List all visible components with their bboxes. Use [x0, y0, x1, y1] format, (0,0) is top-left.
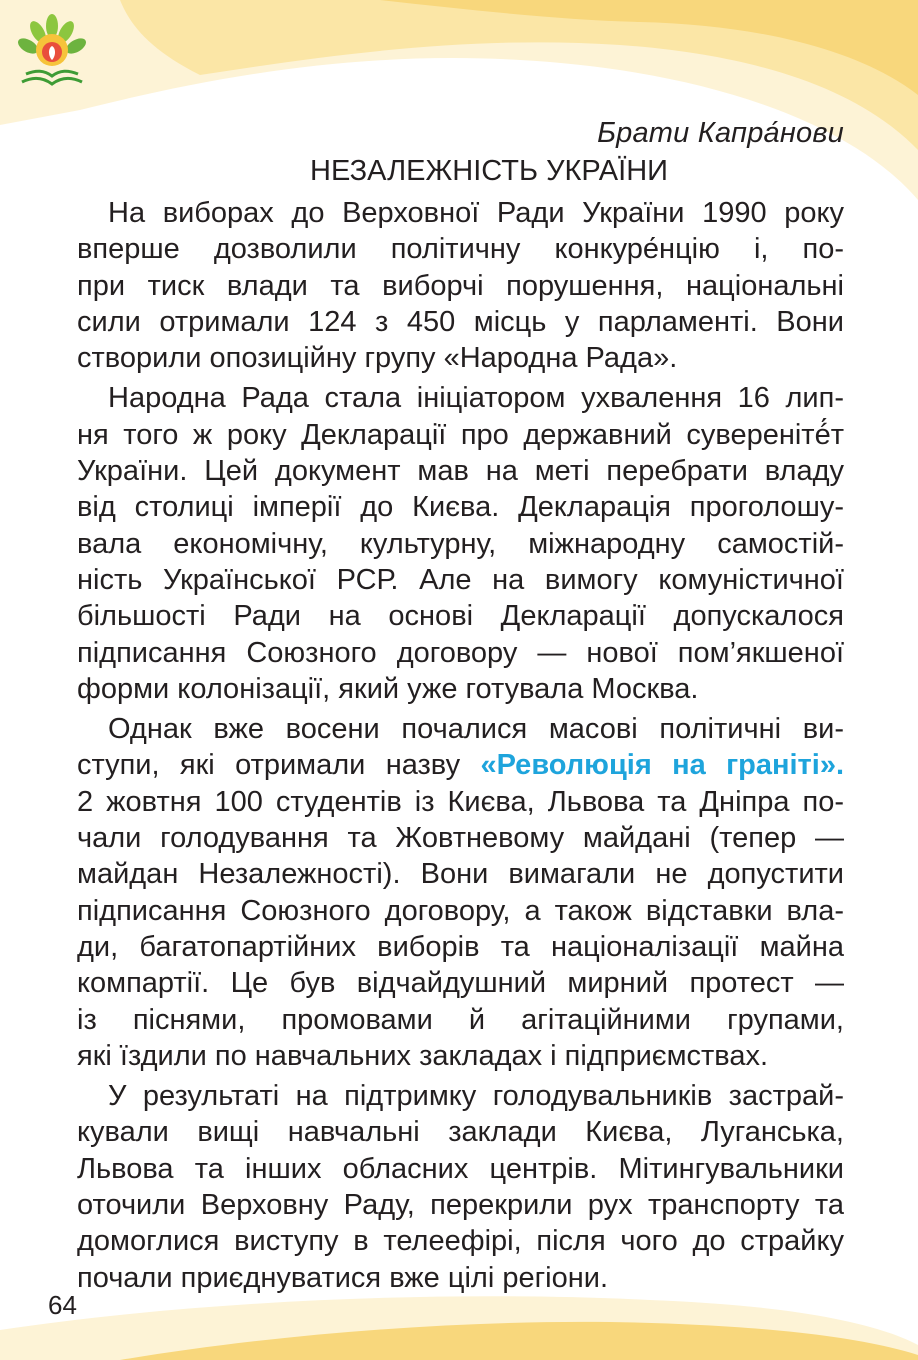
- author-name: Брати Капра́нови: [597, 117, 844, 149]
- text-line: майдан Незалежності). Вони вимагали не допустити: [77, 858, 844, 891]
- text-line: підписання Союзного договору, а також відставки вла-: [77, 894, 844, 927]
- text-line: більшості Ради на основі Декларації допускалося: [77, 600, 844, 633]
- text-line: ня того ж року Декларації про державний суверенітé́т: [77, 418, 844, 451]
- text-line: форми колонізації, який уже готувала Москва.: [77, 672, 699, 705]
- text-line: при тиск влади та виборчі порушення, національні: [77, 269, 844, 302]
- paragraph-4: [77, 1078, 844, 1296]
- text-line: У результаті на підтримку голодувальників застрай-: [108, 1080, 844, 1113]
- text-line: ність Української РСР. Але на вимогу комуністичної: [77, 563, 844, 596]
- text-line: із піснями, промовами й агітаційними групами,: [77, 1003, 844, 1036]
- text-line: сили отримали 124 з 450 місць у парламенті. Вони: [77, 305, 844, 338]
- text-line: від столиці імперії до Києва. Декларація проголошу-: [77, 491, 844, 524]
- text-line: 2 жовтня 100 студентів із Києва, Львова та Дніпра по-: [77, 785, 844, 818]
- text-line: почали приєднуватися вже цілі регіони.: [77, 1261, 609, 1294]
- text-line: кували вищі навчальні заклади Києва, Луганська,: [77, 1116, 844, 1149]
- text-line: ди, багатопартійних виборів та націоналізації майна: [77, 930, 844, 963]
- highlight-text: «Революція на граніті»: [480, 749, 836, 782]
- page-number: 64: [48, 1290, 77, 1320]
- highlight-period: .: [835, 749, 845, 782]
- text-line: вала економічну, культурну, міжнародну самостій-: [77, 527, 844, 560]
- text-line: На виборах до Верховної Ради України 1990 року: [108, 197, 844, 229]
- paragraph-2: [77, 380, 844, 707]
- text-line: вперше дозволили політичну конкуре́нцію і, по-: [77, 233, 844, 266]
- highlighted-term: [480, 749, 844, 781]
- text-line: чали голодування та Жовтневому майдані (тепер —: [77, 822, 844, 855]
- text-line: домоглися виступу в телеефірі, після чого до страйку: [77, 1225, 844, 1258]
- text-line: компартії. Це був відчайдушний мирний протест —: [77, 967, 844, 1000]
- text-line: які їздили по навчальних закладах і підприємствах.: [77, 1039, 769, 1072]
- text-line: [77, 747, 844, 783]
- text-line: створили опозиційну групу «Народна Рада».: [77, 342, 678, 375]
- page-title: НЕЗАЛЕЖНІСТЬ УКРАЇНИ: [310, 155, 668, 187]
- text-line: підписання Союзного договору — нової пом’якшеної: [77, 636, 844, 669]
- text-line: оточили Верховну Раду, перекрили рух транспорту та: [77, 1189, 844, 1222]
- text-segment: ступи, які отримали назву: [77, 749, 461, 782]
- text-line: Львова та інших обласних центрів. Мітингувальники: [77, 1152, 844, 1185]
- paragraph-1: [77, 195, 844, 376]
- text-line: Однак вже восени почалися масові політичні ви-: [108, 713, 844, 746]
- text-line: Народна Рада стала ініціатором ухвалення 16 лип-: [108, 382, 844, 415]
- text-line: України. Цей документ мав на меті перебрати владу: [77, 455, 844, 488]
- article-body: [77, 195, 844, 1300]
- folk-flower-logo: [16, 12, 88, 92]
- paragraph-3: [77, 711, 844, 1074]
